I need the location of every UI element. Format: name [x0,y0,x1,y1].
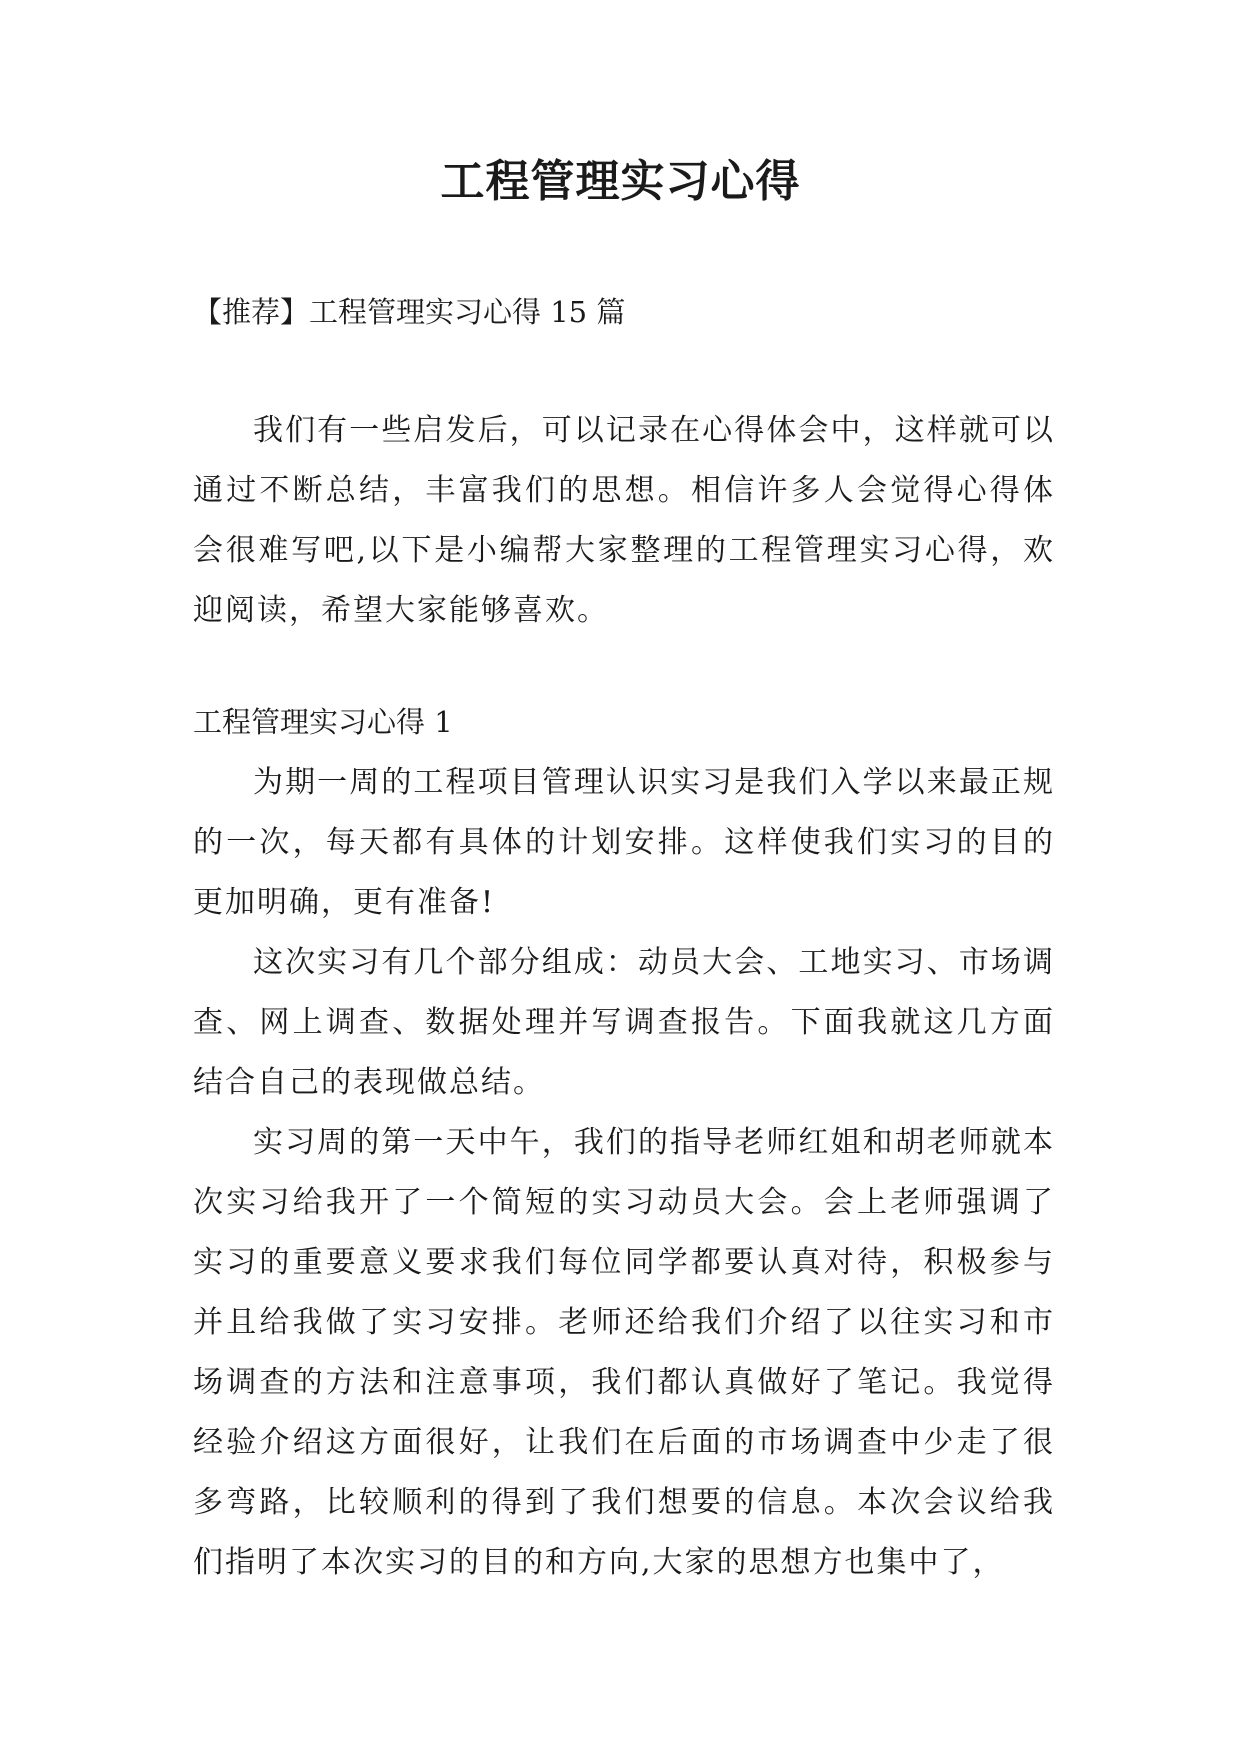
section-heading: 工程管理实习心得 1 [193,705,453,739]
body-paragraph-1: 为期一周的工程项目管理认识实习是我们入学以来最正规的一次，每天都有具体的计划安排。这样使我们实习的目的更加明确，更有准备! [193,765,1055,920]
section-body [193,753,1055,1593]
body-paragraph-3: 实习周的第一天中午，我们的指导老师红姐和胡老师就本次实习给我开了一个简短的实习动员大会。会上老师强调了实习的重要意义要求我们每位同学都要认真对待，积极参与并且给我做了实习安排。老师还给我们介绍了以往实习和市场调查的方法和注意事项，我们都认真做好了笔记。我觉得经验介绍这方面很好，让我们在后面的市场调查中少走了很多弯路，比较顺利的得到了我们想要的信息。本次会议给我们指明了本次实习的目的和方向,大家的思想方也集中了， [193,1125,1055,1580]
intro-block [193,401,1055,641]
document-title: 工程管理实习心得 [440,156,801,207]
body-paragraph-2: 这次实习有几个部分组成：动员大会、工地实习、市场调查、网上调查、数据处理并写调查报告。下面我就这几方面结合自己的表现做总结。 [193,945,1055,1100]
intro-paragraph: 我们有一些启发后，可以记录在心得体会中，这样就可以通过不断总结，丰富我们的思想。相信许多人会觉得心得体会很难写吧,以下是小编帮大家整理的工程管理实习心得，欢迎阅读，希望大家能够喜欢。 [193,413,1055,628]
document-subtitle: 【推荐】工程管理实习心得 15 篇 [193,295,626,329]
